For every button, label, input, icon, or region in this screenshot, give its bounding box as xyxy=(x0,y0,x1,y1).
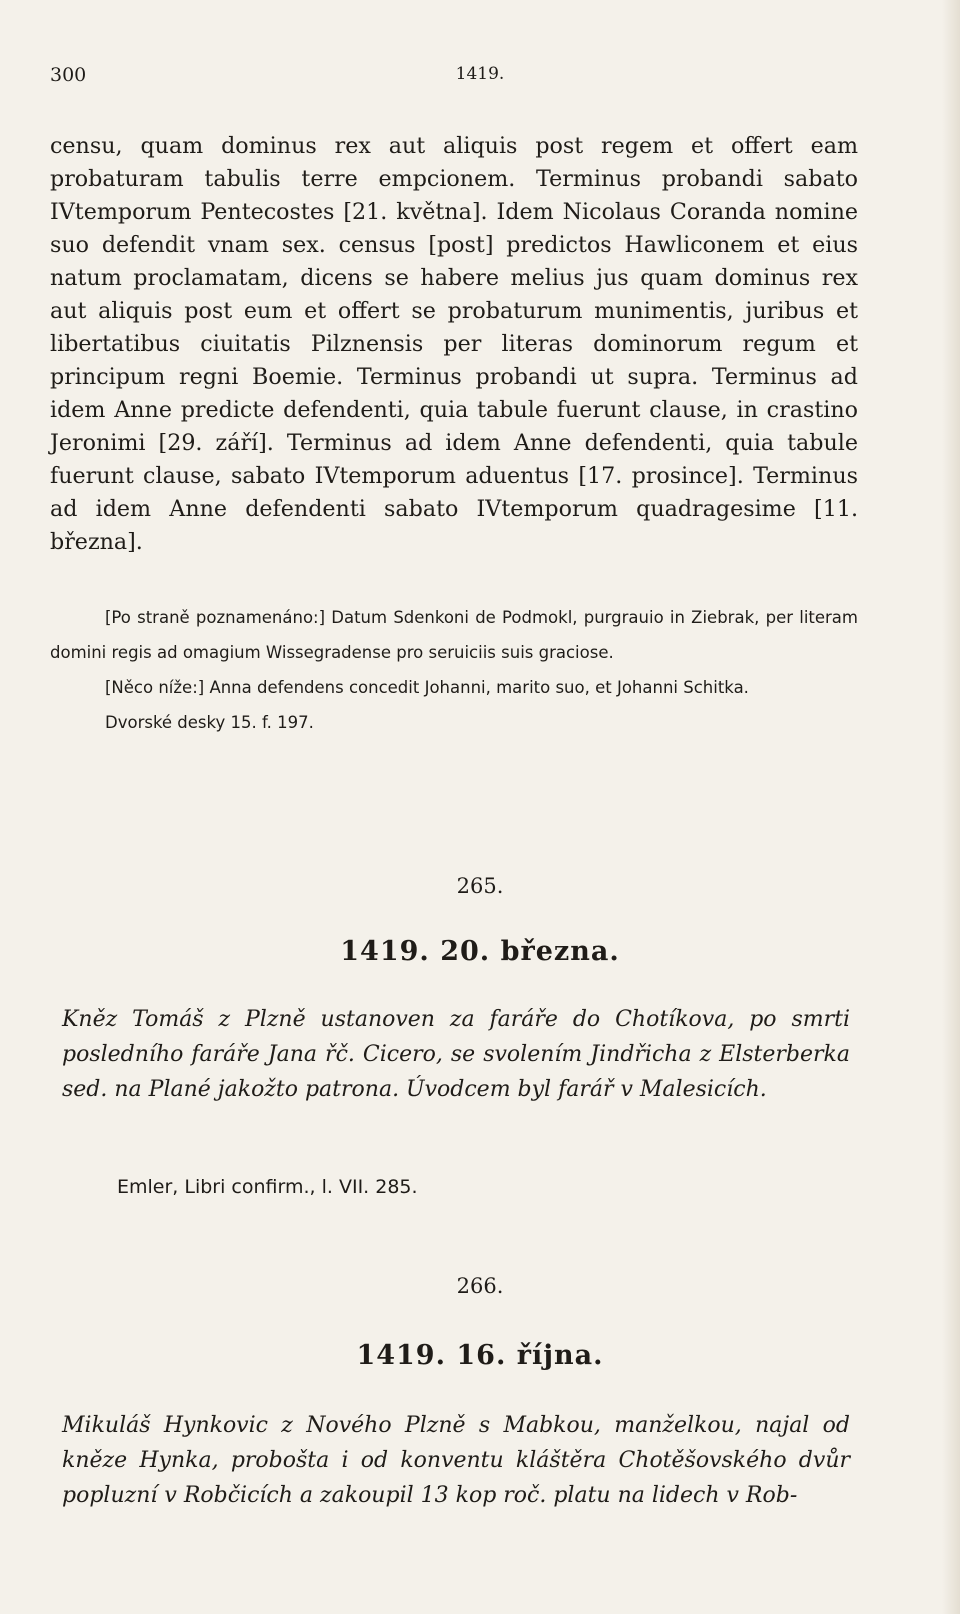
main-text-paragraph: censu, quam dominus rex aut aliquis post regem et offert eam probaturam tabulis terre empcionem. Terminus probandi sabato IVtemporum Pentecostes [21. května]. Idem Nicolaus Coranda nomine suo defendit vnam sex. census [post] predictos Hawliconem et eius natum proclamatam, dicens se habere melius jus quam dominus rex aut aliquis post eum et offert se probaturum munimentis, juribus et libertatibus ciuitatis Pilznensis per literas dominorum regum et principum regni Boemie. Terminus probandi ut supra. Terminus ad idem Anne predicte defendenti, quia tabule fuerunt clause, in crastino Jeronimi [29. září]. Terminus ad idem Anne defendenti, quia tabule fuerunt clause, sabato IVtemporum aduentus [17. prosince]. Terminus ad idem Anne defendenti sabato IVtemporum quadragesime [11. března]. xyxy=(50,133,858,555)
entry-number: 266. xyxy=(456,1274,504,1298)
entry-date: 1419. 20. března. xyxy=(340,936,620,967)
notes-section xyxy=(50,600,858,740)
page-edge-shadow xyxy=(942,0,960,1614)
note-source: Dvorské desky 15. f. 197. xyxy=(105,713,314,732)
lower-note: [Něco níže:] Anna defendens concedit Johanni, marito suo, et Johanni Schitka. xyxy=(105,678,749,697)
margin-note: [Po straně poznamenáno:] Datum Sdenkoni de Podmokl, purgrauio in Ziebrak, per literam domini regis ad omagium Wissegradense pro seruiciis suis graciose. xyxy=(50,608,858,662)
page-header xyxy=(50,64,910,94)
entry-number: 265. xyxy=(456,874,504,898)
entry-summary: Kněz Tomáš z Plzně ustanoven za faráře do Chotíkova, po smrti posledního faráře Jana řč. Cicero, se svolením Jindřicha z Elsterberka sed. na Plané jakožto patrona. Úvodcem byl farář v Malesicích. xyxy=(62,1007,850,1102)
entry-date: 1419. 16. října. xyxy=(356,1340,604,1371)
entry-source: Emler, Libri confirm., l. VII. 285. xyxy=(117,1176,418,1198)
page-number: 300 xyxy=(50,64,87,86)
running-head: 1419. xyxy=(455,64,505,84)
entry-summary: Mikuláš Hynkovic z Nového Plzně s Mabkou, manželkou, najal od kněze Hynka, probošta i od konventu kláštěra Chotěšovského dvůr popluzní v Robčicích a zakoupil 13 kop roč. platu na lidech v Rob- xyxy=(62,1413,850,1508)
